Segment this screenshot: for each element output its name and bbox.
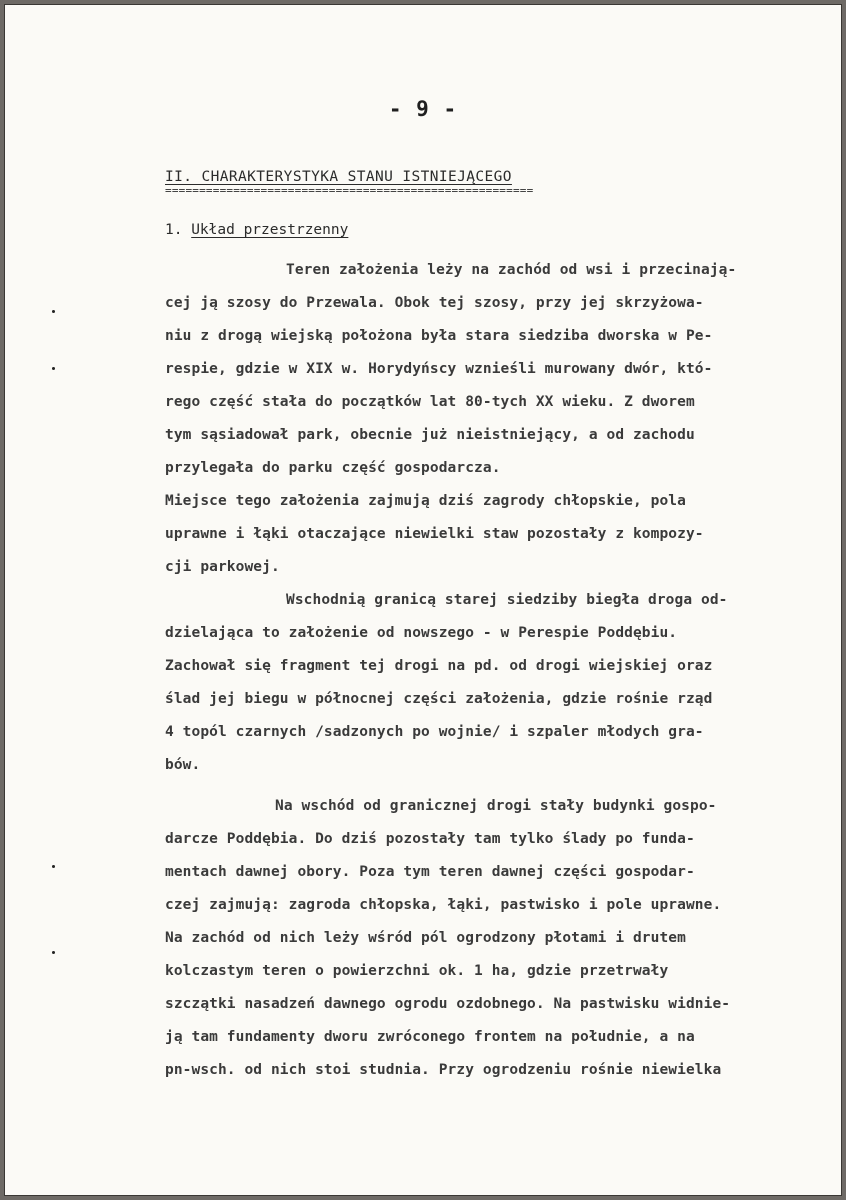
text-line: Na zachód od nich leży wśród pól ogrodzony płotami i drutem [165, 930, 686, 946]
text-line: tym sąsiadował park, obecnie już nieistniejący, a od zachodu [165, 427, 695, 443]
text-line: cji parkowej. [165, 559, 280, 575]
heading-double-underline: ====================================================== [165, 184, 534, 197]
section-heading: II. CHARAKTERYSTYKA STANU ISTNIEJĄCEGO [165, 169, 512, 185]
subsection-heading [165, 222, 348, 238]
text-line: respie, gdzie w XIX w. Horydyńscy wznieśli murowany dwór, któ- [165, 361, 713, 377]
subsection-title: Układ przestrzenny [191, 222, 349, 238]
text-line: cej ją szosy do Przewala. Obok tej szosy, przy jej skrzyżowa- [165, 295, 704, 311]
text-line: 4 topól czarnych /sadzonych po wojnie/ i szpaler młodych gra- [165, 724, 704, 740]
text-line: niu z drogą wiejską położona była stara siedziba dworska w Pe- [165, 328, 713, 344]
text-line: Miejsce tego założenia zajmują dziś zagrody chłopskie, pola [165, 493, 686, 509]
text-line: ją tam fundamenty dworu zwróconego frontem na południe, a na [165, 1029, 695, 1045]
text-line: pn-wsch. od nich stoi studnia. Przy ogrodzeniu rośnie niewielka [165, 1062, 722, 1078]
text-line: szczątki nasadzeń dawnego ogrodu ozdobnego. Na pastwisku widnie- [165, 996, 731, 1012]
text-line: mentach dawnej obory. Poza tym teren dawnej części gospodar- [165, 864, 695, 880]
text-line: uprawne i łąki otaczające niewielki staw pozostały z kompozy- [165, 526, 704, 542]
margin-mark [52, 951, 55, 954]
text-line: rego część stała do początków lat 80-tych XX wieku. Z dworem [165, 394, 695, 410]
text-line: przylegała do parku część gospodarcza. [165, 460, 501, 476]
text-line: Wschodnią granicą starej siedziby biegła droga od- [286, 592, 728, 608]
text-line: Na wschód od granicznej drogi stały budynki gospo- [275, 798, 717, 814]
subsection-number: 1. [165, 222, 183, 238]
margin-mark [52, 367, 55, 370]
page-number: - 9 - [388, 97, 458, 121]
text-line: ślad jej biegu w północnej części założenia, gdzie rośnie rząd [165, 691, 713, 707]
text-line: dzielająca to założenie od nowszego - w Perespie Poddębiu. [165, 625, 678, 641]
text-line: kolczastym teren o powierzchni ok. 1 ha, gdzie przetrwały [165, 963, 669, 979]
text-line: Teren założenia leży na zachód od wsi i przecinają- [286, 262, 737, 278]
text-line: darcze Poddębia. Do dziś pozostały tam tylko ślady po funda- [165, 831, 695, 847]
text-line: Zachował się fragment tej drogi na pd. od drogi wiejskiej oraz [165, 658, 713, 674]
text-line: czej zajmują: zagroda chłopska, łąki, pastwisko i pole uprawne. [165, 897, 722, 913]
text-line: bów. [165, 757, 201, 773]
document-page [4, 4, 842, 1196]
margin-mark [52, 310, 55, 313]
margin-mark [52, 865, 55, 868]
